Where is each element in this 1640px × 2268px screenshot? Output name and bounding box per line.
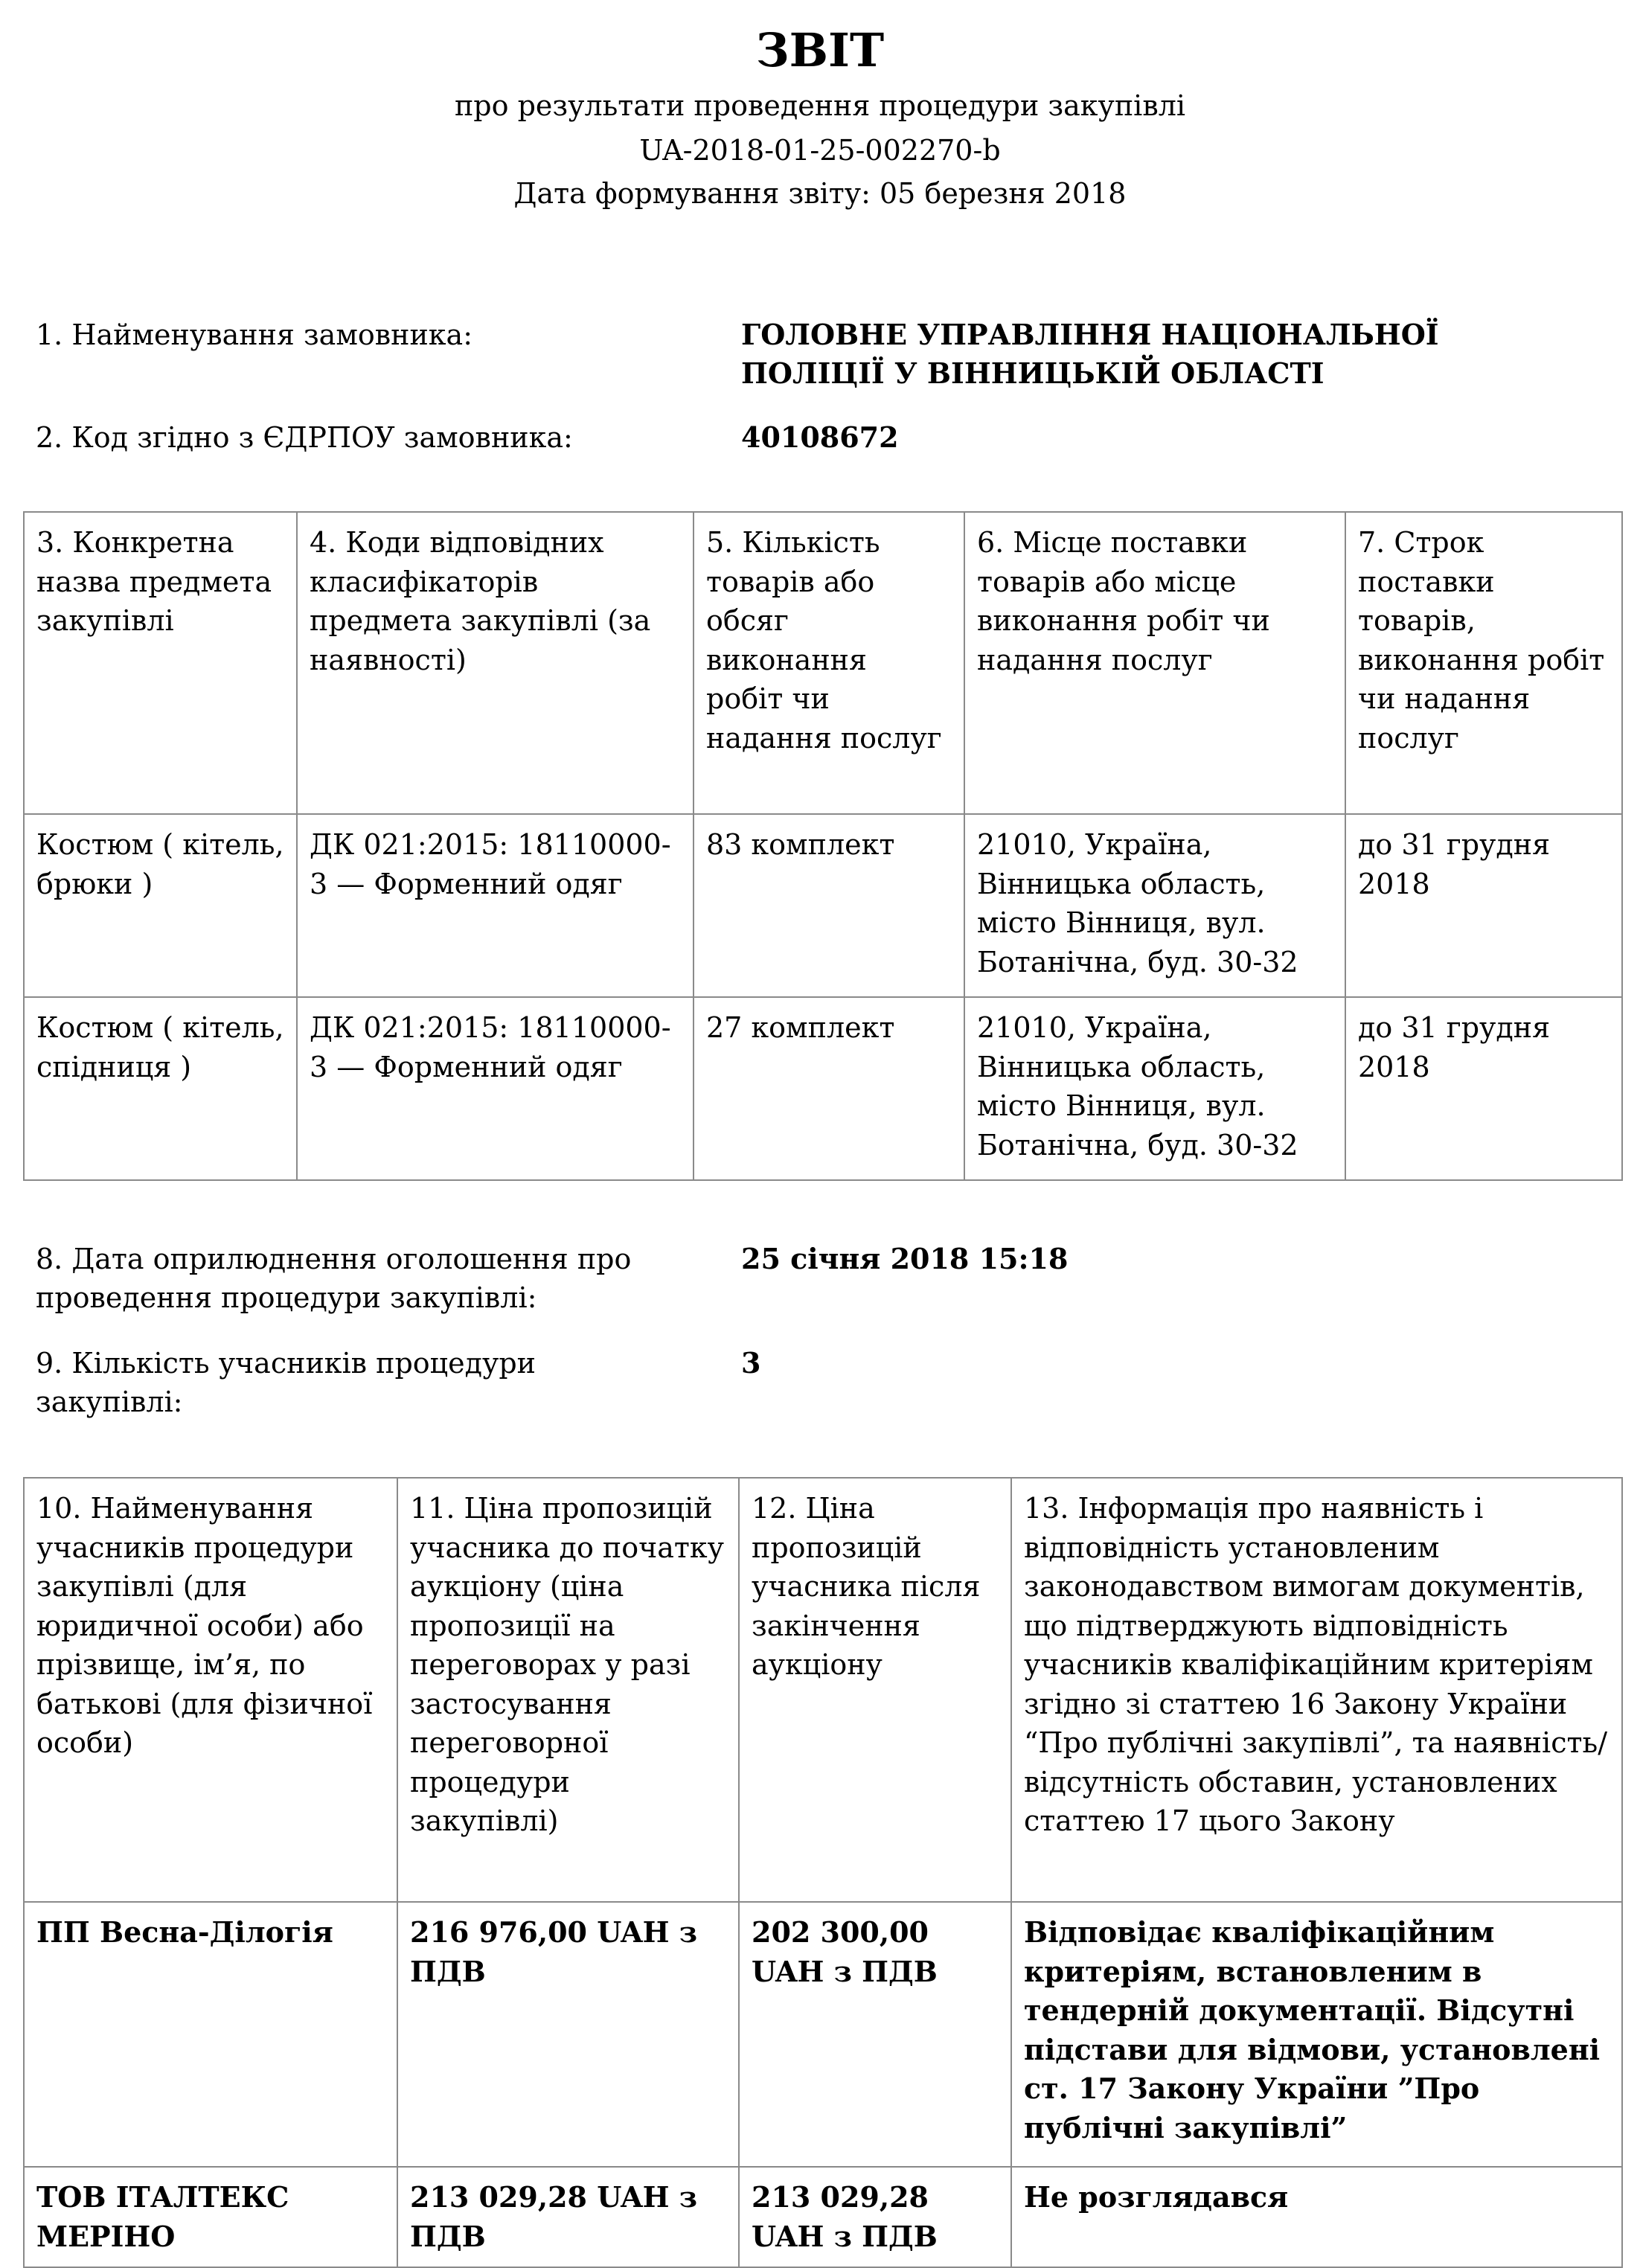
participants-count-label: 9. Кількість учасників процедури закупівлі: — [36, 1347, 536, 1418]
customer-code-label: 2. Код згідно з ЄДРПОУ замовника: — [36, 421, 573, 454]
items-table-header-row — [24, 512, 1622, 814]
items-header-term: 7. Строк поставки товарів, виконання робіт чи надання послуг — [1345, 512, 1622, 814]
item-quantity: 83 комплект — [694, 814, 964, 997]
table-row — [24, 2167, 1622, 2267]
item-place: 21010, Україна, Вінницька область, місто Вінниця, вул. Ботанічна, буд. 30-32 — [964, 997, 1345, 1180]
bids-table-header-row — [24, 1478, 1622, 1902]
bid-participant: ПП Весна-Ділогія — [24, 1902, 397, 2167]
table-row — [24, 814, 1622, 997]
item-name: Костюм ( кітель, брюки ) — [24, 814, 297, 997]
item-quantity: 27 комплект — [694, 997, 964, 1180]
bid-participant: ТОВ ІТАЛТЕКС МЕРІНО — [24, 2167, 397, 2267]
bid-info: Не розглядався — [1011, 2167, 1622, 2267]
bids-header-participant: 10. Найменування учасників процедури закупівлі (для юридичної особи) або прізвище, ім’я, по батькові (для фізичної особи) — [24, 1478, 397, 1902]
customer-name-line-2: ПОЛІЦІЇ У ВІННИЦЬКІЙ ОБЛАСТІ — [741, 356, 1325, 390]
bid-price-before: 213 029,28 UAH з ПДВ — [397, 2167, 739, 2267]
announcement-date-label: 8. Дата оприлюднення оголошення про проведення процедури закупівлі: — [36, 1243, 632, 1314]
bids-header-price-after: 12. Ціна пропозицій учасника після закінчення аукціону — [739, 1478, 1011, 1902]
table-row — [24, 997, 1622, 1180]
item-term: до 31 грудня 2018 — [1345, 997, 1622, 1180]
items-header-quantity: 5. Кількість товарів або обсяг виконання робіт чи надання послуг — [694, 512, 964, 814]
bid-info: Відповідає кваліфікаційним критеріям, встановленим в тендерній документації. Відсутні підстави для відмови, установлені ст. 17 Закону України ”Про публічні закупівлі” — [1011, 1902, 1622, 2167]
customer-code-value: 40108672 — [741, 420, 899, 454]
items-header-name: 3. Конкретна назва предмета закупівлі — [24, 512, 297, 814]
item-code: ДК 021:2015: 18110000-3 — Форменний одяг — [297, 814, 694, 997]
item-place: 21010, Україна, Вінницька область, місто Вінниця, вул. Ботанічна, буд. 30-32 — [964, 814, 1345, 997]
bid-price-before: 216 976,00 UAH з ПДВ — [397, 1902, 739, 2167]
bid-price-after: 213 029,28 UAH з ПДВ — [739, 2167, 1011, 2267]
customer-name-label: 1. Найменування замовника: — [36, 318, 473, 351]
customer-name-value — [741, 315, 1597, 393]
announcement-date-value: 25 січня 2018 15:18 — [741, 1242, 1069, 1275]
report-subtitle: про результати проведення процедури закупівлі — [454, 89, 1186, 122]
report-date: Дата формування звіту: 05 березня 2018 — [513, 177, 1127, 210]
items-table — [23, 511, 1623, 1181]
customer-name-line-1: ГОЛОВНЕ УПРАВЛІННЯ НАЦІОНАЛЬНОЇ — [741, 318, 1439, 351]
table-row — [24, 1902, 1622, 2167]
participants-count-value: 3 — [741, 1346, 761, 1380]
bids-header-price-before: 11. Ціна пропозицій учасника до початку аукціону (ціна пропозиції на переговорах у разі застосування переговорної процедури закупівлі) — [397, 1478, 739, 1902]
item-term: до 31 грудня 2018 — [1345, 814, 1622, 997]
procurement-id: UA-2018-01-25-002270-b — [639, 134, 1001, 167]
bids-table — [23, 1477, 1623, 2268]
items-header-codes: 4. Коди відповідних класифікаторів предмета закупівлі (за наявності) — [297, 512, 694, 814]
report-title: ЗВІТ — [755, 23, 885, 77]
items-header-place: 6. Місце поставки товарів або місце виконання робіт чи надання послуг — [964, 512, 1345, 814]
item-name: Костюм ( кітель, спідниця ) — [24, 997, 297, 1180]
item-code: ДК 021:2015: 18110000-3 — Форменний одяг — [297, 997, 694, 1180]
bids-header-info: 13. Інформація про наявність і відповідність установленим законодавством вимогам документів, що підтверджують відповідність учасників кваліфікаційним критеріям згідно зі статтею 16 Закону України “Про публічні закупівлі”, та наявність/відсутність обставин, установлених статтею 17 цього Закону — [1011, 1478, 1622, 1902]
bid-price-after: 202 300,00 UAH з ПДВ — [739, 1902, 1011, 2167]
